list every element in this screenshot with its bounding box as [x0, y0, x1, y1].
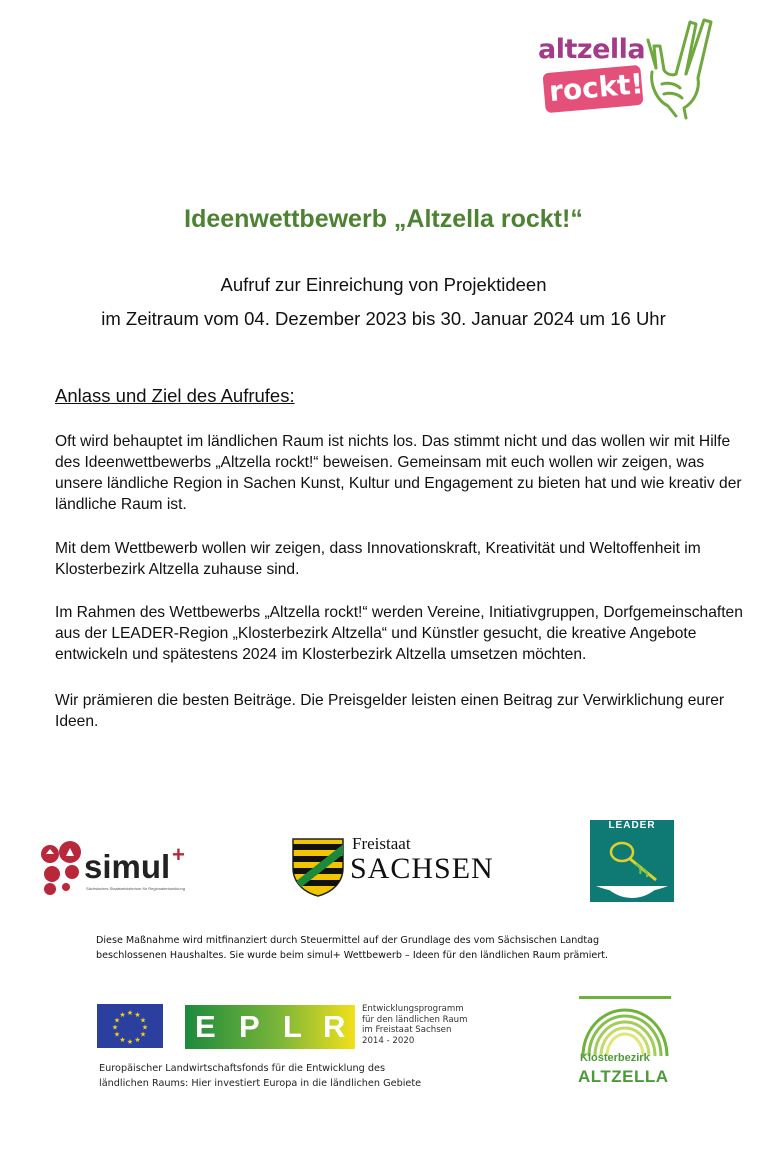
eu-fund-line1: Europäischer Landwirtschaftsfonds für die Entwicklung des: [99, 1063, 386, 1074]
svg-text:★: ★: [113, 1016, 121, 1025]
simul-plus: +: [172, 842, 185, 867]
eplr-logo: [185, 1005, 355, 1049]
kloster-arches-icon: [575, 994, 675, 1060]
simul-logo: [40, 840, 200, 900]
eplr-desc-line3: im Freistaat Sachsen: [362, 1025, 452, 1035]
funding-note-line1: Diese Maßnahme wird mitfinanziert durch Steuermittel auf der Grundlage des vom Sächsischen Landtag: [96, 935, 600, 946]
eplr-letter-l: L: [283, 1009, 302, 1044]
paragraph-target-groups: Im Rahmen des Wettbewerbs „Altzella rockt!“ werden Vereine, Initiativgruppen, Dorfgemeinschaften aus der LEADER-Region „Klosterbezirk Altzella“ und Künstler gesucht, die kreative Angebote entwickeln und spätestens 2024 im Klosterbezirk Altzella umsetzen möchten.: [55, 604, 743, 663]
eplr-desc-line4: 2014 - 2020: [362, 1035, 415, 1046]
svg-text:★: ★: [134, 1011, 141, 1019]
section-heading: Anlass und Ziel des Aufrufes:: [55, 385, 295, 406]
paragraph-intro: Oft wird behauptet im ländlichen Raum ist nichts los. Das stimmt nicht und das wollen wir mit Hilfe des Ideenwettbewerbs „Altzella rockt!“ beweisen. Gemeinsam mit euch wollen wir zeigen, was unsere ländliche Region in Sachen Kunst, Kultur und Engagement zu bieten hat und wie kreativ der ländliche Raum ist.: [55, 433, 742, 513]
svg-text:★: ★: [119, 1011, 126, 1019]
subtitle-period: im Zeitraum vom 04. Dezember 2023 bis 30. Januar 2024 um 16 Uhr: [101, 308, 666, 329]
eu-stars-icon: [97, 1004, 163, 1048]
freistaat-sachsen-logo: [290, 834, 500, 900]
svg-text:★: ★: [141, 1023, 149, 1032]
eplr-letter-p: P: [239, 1009, 260, 1044]
leader-logo: [590, 820, 674, 902]
sachsen-line-sachsen: SACHSEN: [350, 852, 494, 885]
altzella-rockt-logo: [530, 12, 720, 122]
svg-text:★: ★: [113, 1030, 121, 1039]
simul-dots-icon: [40, 840, 86, 896]
simul-tagline: Sächsisches Staatsministerium für Regionalentwicklung: [86, 886, 185, 891]
logo-word-altzella: altzella: [538, 34, 646, 65]
eu-fund-line2: ländlichen Raums: Hier investiert Europa in die ländlichen Gebiete: [99, 1077, 422, 1089]
simul-wordmark: simul: [84, 848, 171, 885]
eplr-desc-line2: für den ländlichen Raum: [362, 1014, 468, 1025]
eu-fund-text: [99, 1062, 421, 1091]
svg-text:★: ★: [134, 1036, 141, 1044]
page-title: Ideenwettbewerb „Altzella rockt!“: [184, 205, 583, 233]
sachsen-line-freistaat: Freistaat: [352, 834, 411, 853]
eplr-desc-line1: Entwicklungsprogramm: [362, 1004, 464, 1014]
svg-text:★: ★: [139, 1030, 147, 1039]
svg-text:★: ★: [126, 1038, 134, 1046]
klosterbezirk-altzella-logo: [575, 994, 675, 1094]
svg-text:★: ★: [126, 1009, 134, 1017]
svg-text:★: ★: [119, 1036, 126, 1044]
subtitle-call: Aufruf zur Einreichung von Projektideen: [220, 274, 547, 295]
rock-hand-icon: [638, 12, 720, 120]
saxony-coat-of-arms-icon: [290, 836, 346, 898]
paragraph-prizes: Wir prämieren die besten Beiträge. Die Preisgelder leisten einen Beitrag zur Verwirklichung eurer Ideen.: [55, 692, 725, 730]
eu-flag-logo: [97, 1004, 163, 1048]
eplr-letter-r: R: [323, 1009, 346, 1044]
logo-word-rockt: rockt!: [547, 66, 645, 109]
funding-note: [96, 933, 696, 963]
eplr-description: [362, 1004, 468, 1046]
eplr-letter-e: E: [195, 1009, 216, 1044]
kloster-line-klosterbezirk: Klosterbezirk: [580, 1052, 650, 1064]
leader-label: LEADER: [608, 820, 656, 831]
paragraph-goal: Mit dem Wettbewerb wollen wir zeigen, dass Innovationskraft, Kreativität und Weltoffenheit im Klosterbezirk Altzella zuhause sind.: [55, 540, 701, 578]
leader-emblem-icon: [596, 834, 668, 898]
kloster-line-altzella: ALTZELLA: [578, 1067, 669, 1086]
funding-note-line2: beschlossenen Haushaltes. Sie wurde beim simul+ Wettbewerb – Ideen für den ländlichen Raum prämiert.: [96, 950, 609, 961]
svg-text:★: ★: [111, 1023, 119, 1032]
svg-text:★: ★: [139, 1016, 147, 1025]
